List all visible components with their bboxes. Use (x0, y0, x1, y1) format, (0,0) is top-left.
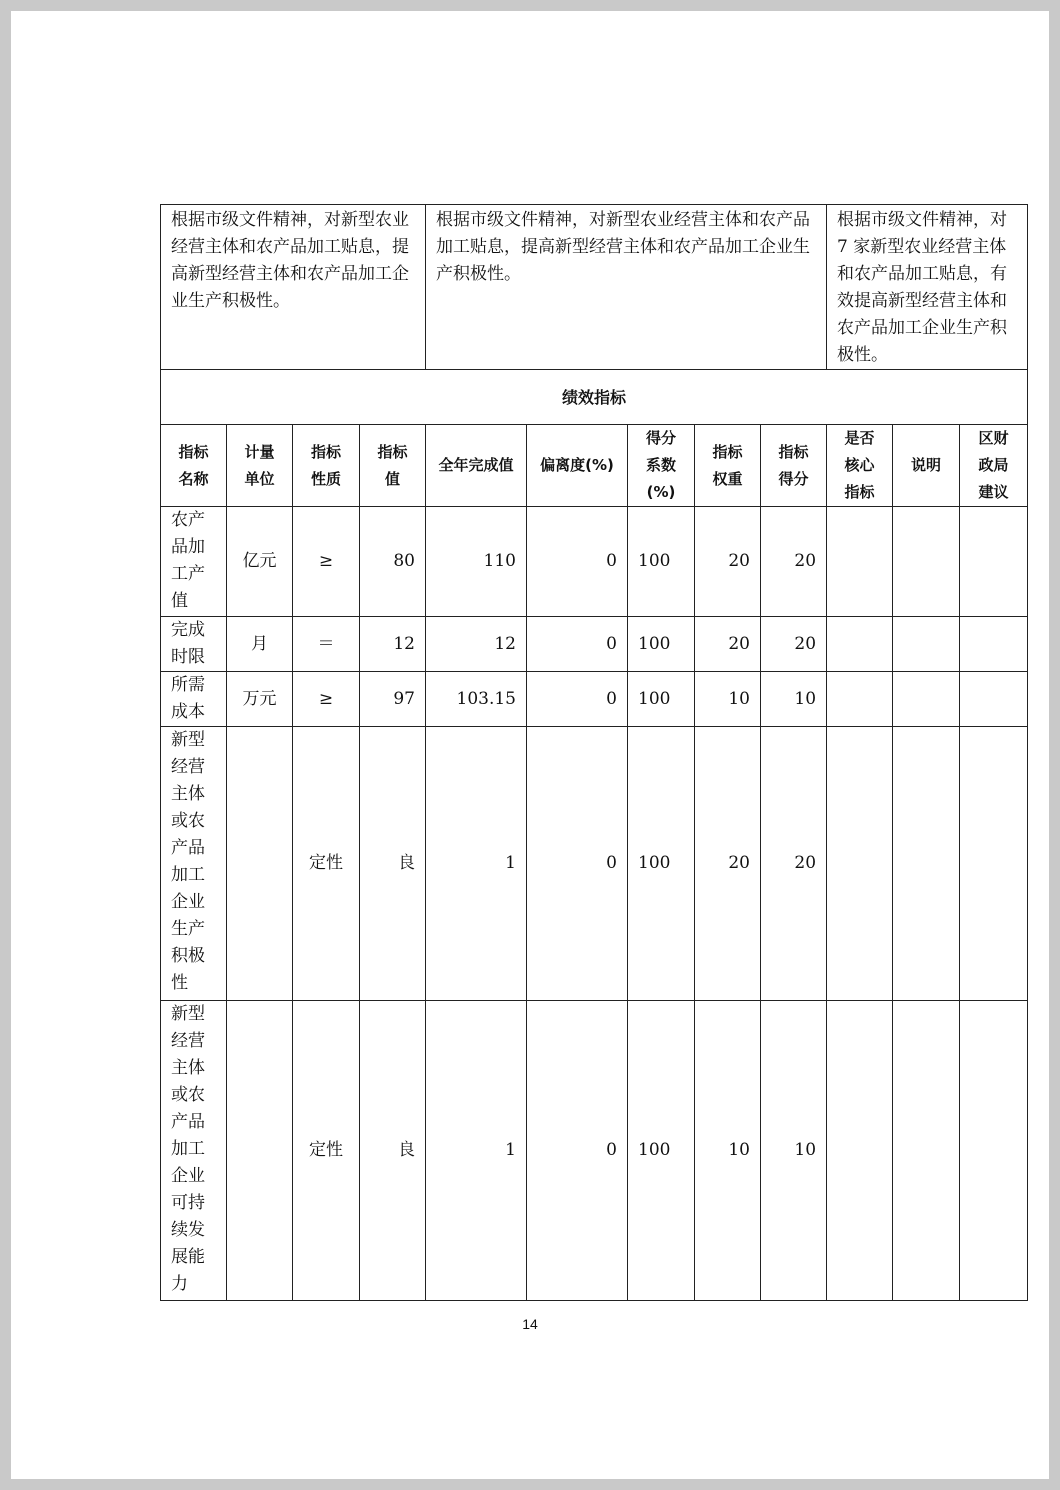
row-weight: 20 (695, 617, 761, 672)
row-note (893, 617, 960, 672)
row-advice (960, 727, 1028, 1001)
row-annual: 110 (426, 507, 527, 617)
header-coef: 得分系数(%) (628, 425, 695, 507)
section-title: 绩效指标 (161, 370, 1028, 425)
objective-actual: 根据市级文件精神，对 7 家新型农业经营主体和农产品加工贴息，有效提高新型经营主体和农产品加工企业生产积极性。 (827, 205, 1028, 370)
table-row (161, 727, 1028, 1001)
row-score: 20 (761, 727, 827, 1001)
row-unit: 亿元 (227, 507, 293, 617)
row-annual: 1 (426, 727, 527, 1001)
row-value: 良 (360, 727, 426, 1001)
row-core (827, 727, 893, 1001)
row-score: 20 (761, 507, 827, 617)
row-nature: 定性 (293, 727, 360, 1001)
row-coef: 100 (628, 727, 695, 1001)
header-advice: 区财政局建议 (960, 425, 1028, 507)
table-row (161, 507, 1028, 617)
row-note (893, 507, 960, 617)
row-weight: 10 (695, 1001, 761, 1301)
row-nature: ≥ (293, 507, 360, 617)
row-core (827, 672, 893, 727)
row-name: 所需成本 (161, 672, 227, 727)
header-name: 指标名称 (161, 425, 227, 507)
header-score: 指标得分 (761, 425, 827, 507)
row-deviation: 0 (527, 507, 628, 617)
row-deviation: 0 (527, 672, 628, 727)
row-coef: 100 (628, 1001, 695, 1301)
row-name: 完成时限 (161, 617, 227, 672)
row-note (893, 672, 960, 727)
row-weight: 10 (695, 672, 761, 727)
row-advice (960, 617, 1028, 672)
section-row (161, 370, 1028, 425)
objective-target: 根据市级文件精神，对新型农业经营主体和农产品加工贴息，提高新型经营主体和农产品加工企业生产积极性。 (426, 205, 827, 370)
row-value: 12 (360, 617, 426, 672)
row-name: 新型经营主体或农产品加工企业可持续发展能力 (161, 1001, 227, 1301)
row-value: 良 (360, 1001, 426, 1301)
row-core (827, 507, 893, 617)
row-core (827, 1001, 893, 1301)
performance-table (160, 204, 1027, 1294)
row-coef: 100 (628, 672, 695, 727)
row-advice (960, 672, 1028, 727)
row-note (893, 1001, 960, 1301)
row-name: 新型经营主体或农产品加工企业生产积极性 (161, 727, 227, 1001)
row-score: 20 (761, 617, 827, 672)
row-annual: 1 (426, 1001, 527, 1301)
row-value: 97 (360, 672, 426, 727)
row-unit (227, 727, 293, 1001)
row-annual: 103.15 (426, 672, 527, 727)
row-deviation: 0 (527, 1001, 628, 1301)
row-score: 10 (761, 1001, 827, 1301)
row-unit: 月 (227, 617, 293, 672)
objectives-row (161, 205, 1028, 370)
header-value: 指标值 (360, 425, 426, 507)
row-value: 80 (360, 507, 426, 617)
page-number: 14 (522, 1316, 538, 1332)
row-deviation: 0 (527, 617, 628, 672)
row-note (893, 727, 960, 1001)
header-unit: 计量单位 (227, 425, 293, 507)
row-coef: 100 (628, 507, 695, 617)
row-weight: 20 (695, 507, 761, 617)
table-row (161, 1001, 1028, 1301)
row-weight: 20 (695, 727, 761, 1001)
objective-plan: 根据市级文件精神，对新型农业经营主体和农产品加工贴息，提高新型经营主体和农产品加工企业生产积极性。 (161, 205, 426, 370)
row-advice (960, 507, 1028, 617)
table-row (161, 672, 1028, 727)
row-coef: 100 (628, 617, 695, 672)
header-nature: 指标性质 (293, 425, 360, 507)
header-deviation: 偏离度(%) (527, 425, 628, 507)
row-nature: ≥ (293, 672, 360, 727)
row-deviation: 0 (527, 727, 628, 1001)
header-weight: 指标权重 (695, 425, 761, 507)
table-row (161, 617, 1028, 672)
row-advice (960, 1001, 1028, 1301)
header-row (161, 425, 1028, 507)
row-annual: 12 (426, 617, 527, 672)
row-name: 农产品加工产值 (161, 507, 227, 617)
header-core: 是否核心指标 (827, 425, 893, 507)
row-nature: ＝ (293, 617, 360, 672)
header-annual: 全年完成值 (426, 425, 527, 507)
header-note: 说明 (893, 425, 960, 507)
row-nature: 定性 (293, 1001, 360, 1301)
row-unit: 万元 (227, 672, 293, 727)
document-page (11, 11, 1049, 1479)
row-score: 10 (761, 672, 827, 727)
row-unit (227, 1001, 293, 1301)
row-core (827, 617, 893, 672)
